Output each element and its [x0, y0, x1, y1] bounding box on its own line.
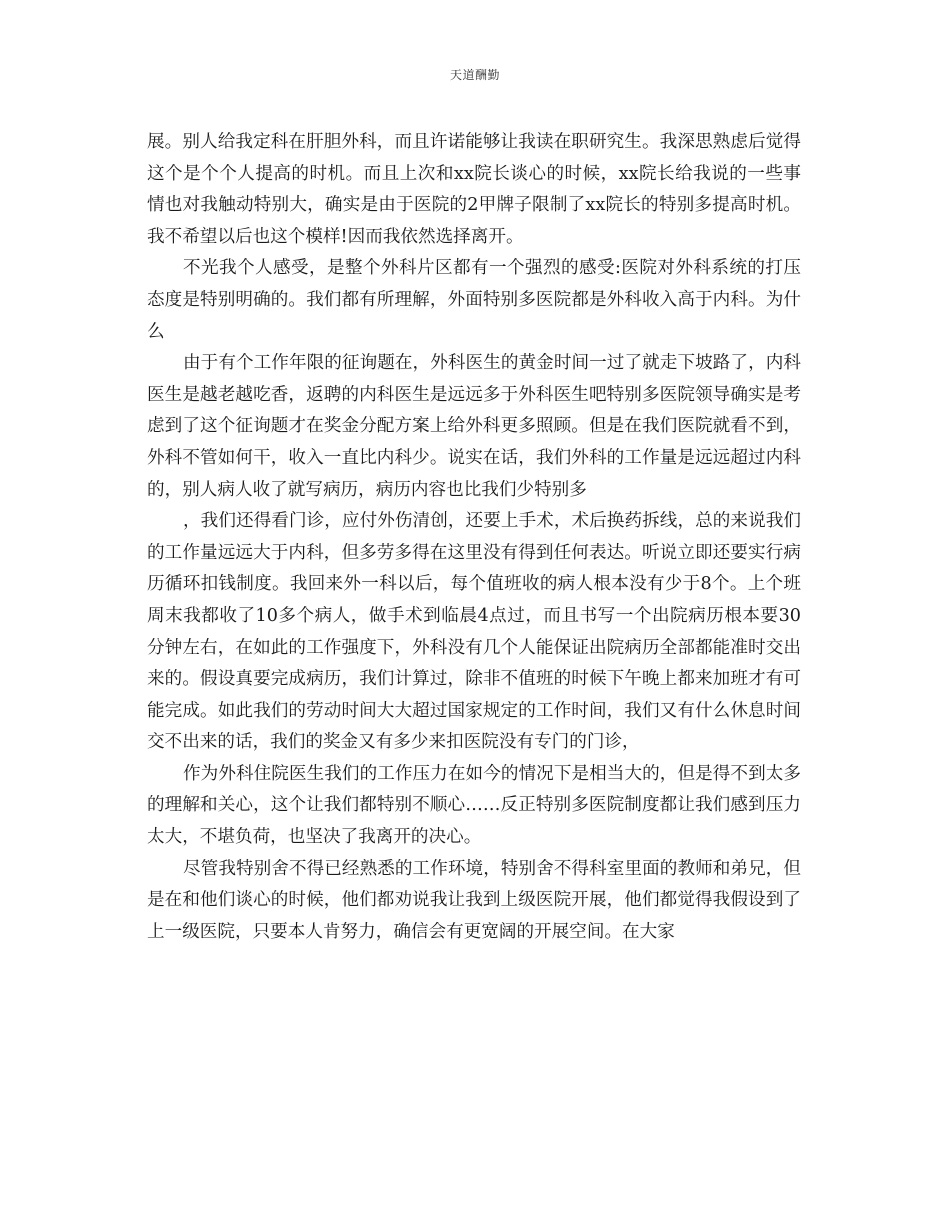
paragraph-3: 由于有个工作年限的征询题在，外科医生的黄金时间一过了就走下坡路了，内科医生是越老越吃香，返聘的内科医生是远远多于外科医生吧特别多医院领导确实是考虑到了这个征询题才在奖金分配方案上给外科更多照顾。但是在我们医院就看不到，外科不管如何干，收入一直比内科少。说实在话，我们外科的工作量是远远超过内科的，别人病人收了就写病历，病历内容也比我们少特别多 [147, 353, 801, 500]
paragraph-2: 不光我个人感受，是整个外科片区都有一个强烈的感受:医院对外科系统的打压态度是特别明确的。我们都有所理解，外面特别多医院都是外科收入高于内科。为什么 [147, 258, 801, 342]
paragraph-4: ，我们还得看门诊，应付外伤清创，还要上手术，术后换药拆线，总的来说我们的工作量远远大于内科，但多劳多得在这里没有得到任何表达。听说立即还要实行病历循环扣钱制度。我回来外一科以后，每个值班收的病人根本没有少于8个。上个班周末我都收了10多个病人，做手术到临晨4点过，而且书写一个出院病历根本要30分钟左右，在如此的工作强度下，外科没有几个人能保证出院病历全部都能准时交出来的。假设真要完成病历，我们计算过，除非不值班的时候下午晚上都来加班才有可能完成。如此我们的劳动时间大大超过国家规定的工作时间，我们又有什么休息时间交不出来的话，我们的奖金又有多少来扣医院没有专门的门诊， [147, 511, 801, 753]
page-header: 天道酬勤 [449, 68, 500, 82]
document-body [147, 127, 801, 948]
paragraph-5: 作为外科住院医生我们的工作压力在如今的情况下是相当大的，但是得不到太多的理解和关心，这个让我们都特别不顺心……反正特别多医院制度都让我们感到压力太大，不堪负荷，也坚决了我离开的决心。 [147, 763, 801, 848]
paragraph-6: 尽管我特别舍不得已经熟悉的工作环境，特别舍不得科室里面的教师和弟兄，但是在和他们谈心的时候，他们都劝说我让我到上级医院开展，他们都觉得我假设到了上一级医院，只要本人肯努力，确信会有更宽阔的开展空间。在大家 [147, 858, 801, 942]
paragraph-1: 展。别人给我定科在肝胆外科，而且许诺能够让我读在职研究生。我深思熟虑后觉得这个是个个人提高的时机。而且上次和xx院长谈心的时候，xx院长给我说的一些事情也对我触动特别大，确实是由于医院的2甲牌子限制了xx院长的特别多提高时机。我不希望以后也这个模样!因而我依然选择离开。 [147, 132, 801, 247]
